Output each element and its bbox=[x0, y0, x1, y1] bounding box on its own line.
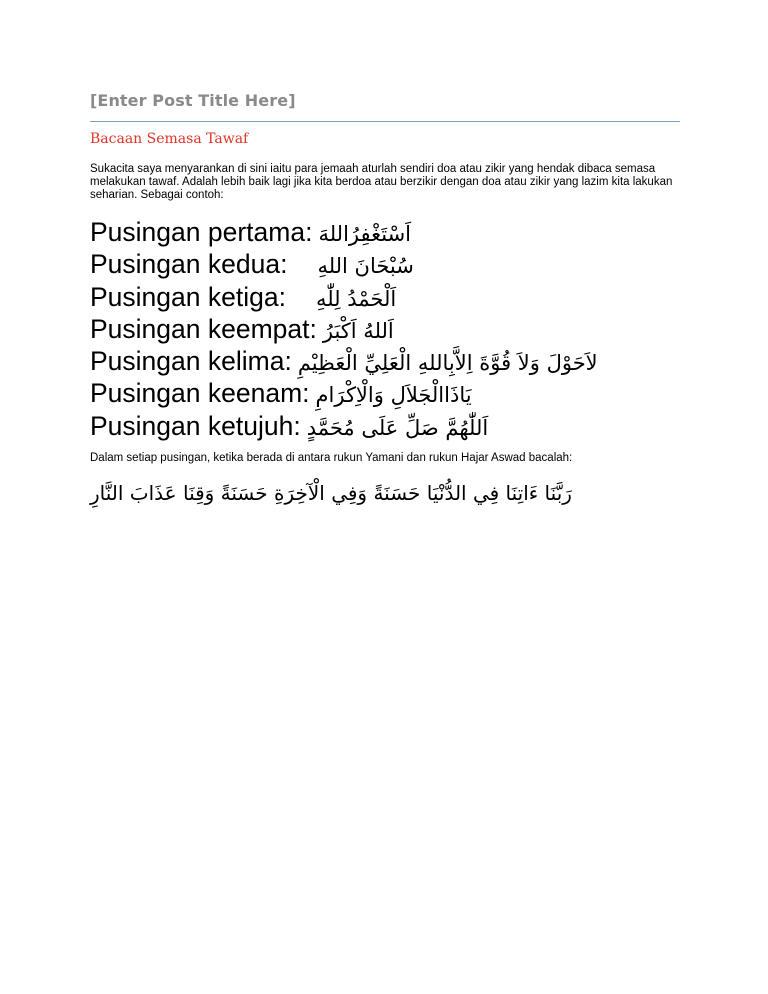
section-heading: Bacaan Semasa Tawaf bbox=[90, 131, 249, 147]
round-zikir: لاَحَوْلَ وَلاَ قُوَّةَ اِلاَّبِاللهِ الْعَلِيِّ الْعَظِيْمِ bbox=[297, 351, 598, 376]
round-item-4 bbox=[90, 313, 730, 345]
round-item-2 bbox=[90, 248, 730, 280]
post-title[interactable]: [Enter Post Title Here] bbox=[90, 91, 296, 110]
round-label: Pusingan ketujuh: bbox=[90, 410, 301, 441]
round-item-7 bbox=[90, 410, 730, 442]
instruction-note: Dalam setiap pusingan, ketika berada di antara rukun Yamani dan rukun Hajar Aswad bacalah: bbox=[90, 452, 573, 464]
intro-paragraph: Sukacita saya menyarankan di sini iaitu para jemaah aturlah sendiri doa atau zikir yang hendak dibaca semasa melakukan tawaf. Adalah lebih baik lagi jika kita berdoa atau berzikir dengan doa atau zikir yang lazim kita lakukan seharian. Sebagai contoh: bbox=[90, 163, 673, 201]
round-item-3 bbox=[90, 281, 730, 313]
round-zikir: اَسْتَغْفِرُاللهَ bbox=[318, 222, 412, 246]
tawaf-rounds-list bbox=[90, 216, 730, 442]
prayer-text: رَبَّنَا ءَاتِنَا فِي الدُّنْيَا حَسَنَةً وَفِي الْآخِرَةِ حَسَنَةً وَقِنَا عَذَابَ النَّارِ bbox=[90, 481, 572, 505]
round-label: Pusingan keenam: bbox=[90, 378, 310, 409]
round-label: Pusingan ketiga: bbox=[90, 281, 286, 312]
round-zikir: يَاذَاالْجَلاَلِ وَالْاِكْرَامِ bbox=[315, 383, 472, 408]
round-zikir: اَللهُ اَكْبَرُ bbox=[322, 318, 394, 343]
round-label: Pusingan kedua: bbox=[90, 249, 288, 280]
round-item-1 bbox=[90, 216, 730, 248]
round-label: Pusingan keempat: bbox=[90, 313, 317, 344]
round-zikir: اَلْحَمْدُ لِلّٰهِ bbox=[315, 286, 397, 311]
round-label: Pusingan kelima: bbox=[90, 346, 292, 377]
title-divider bbox=[90, 121, 680, 122]
round-zikir: اَللّٰهُمَّ صَلِّ عَلَى مُحَمَّدٍ bbox=[306, 415, 489, 440]
round-item-6 bbox=[90, 377, 730, 409]
round-label: Pusingan pertama: bbox=[90, 217, 313, 247]
round-item-5 bbox=[90, 345, 730, 377]
round-zikir: سُبْحَانَ اللهِ bbox=[317, 254, 414, 279]
